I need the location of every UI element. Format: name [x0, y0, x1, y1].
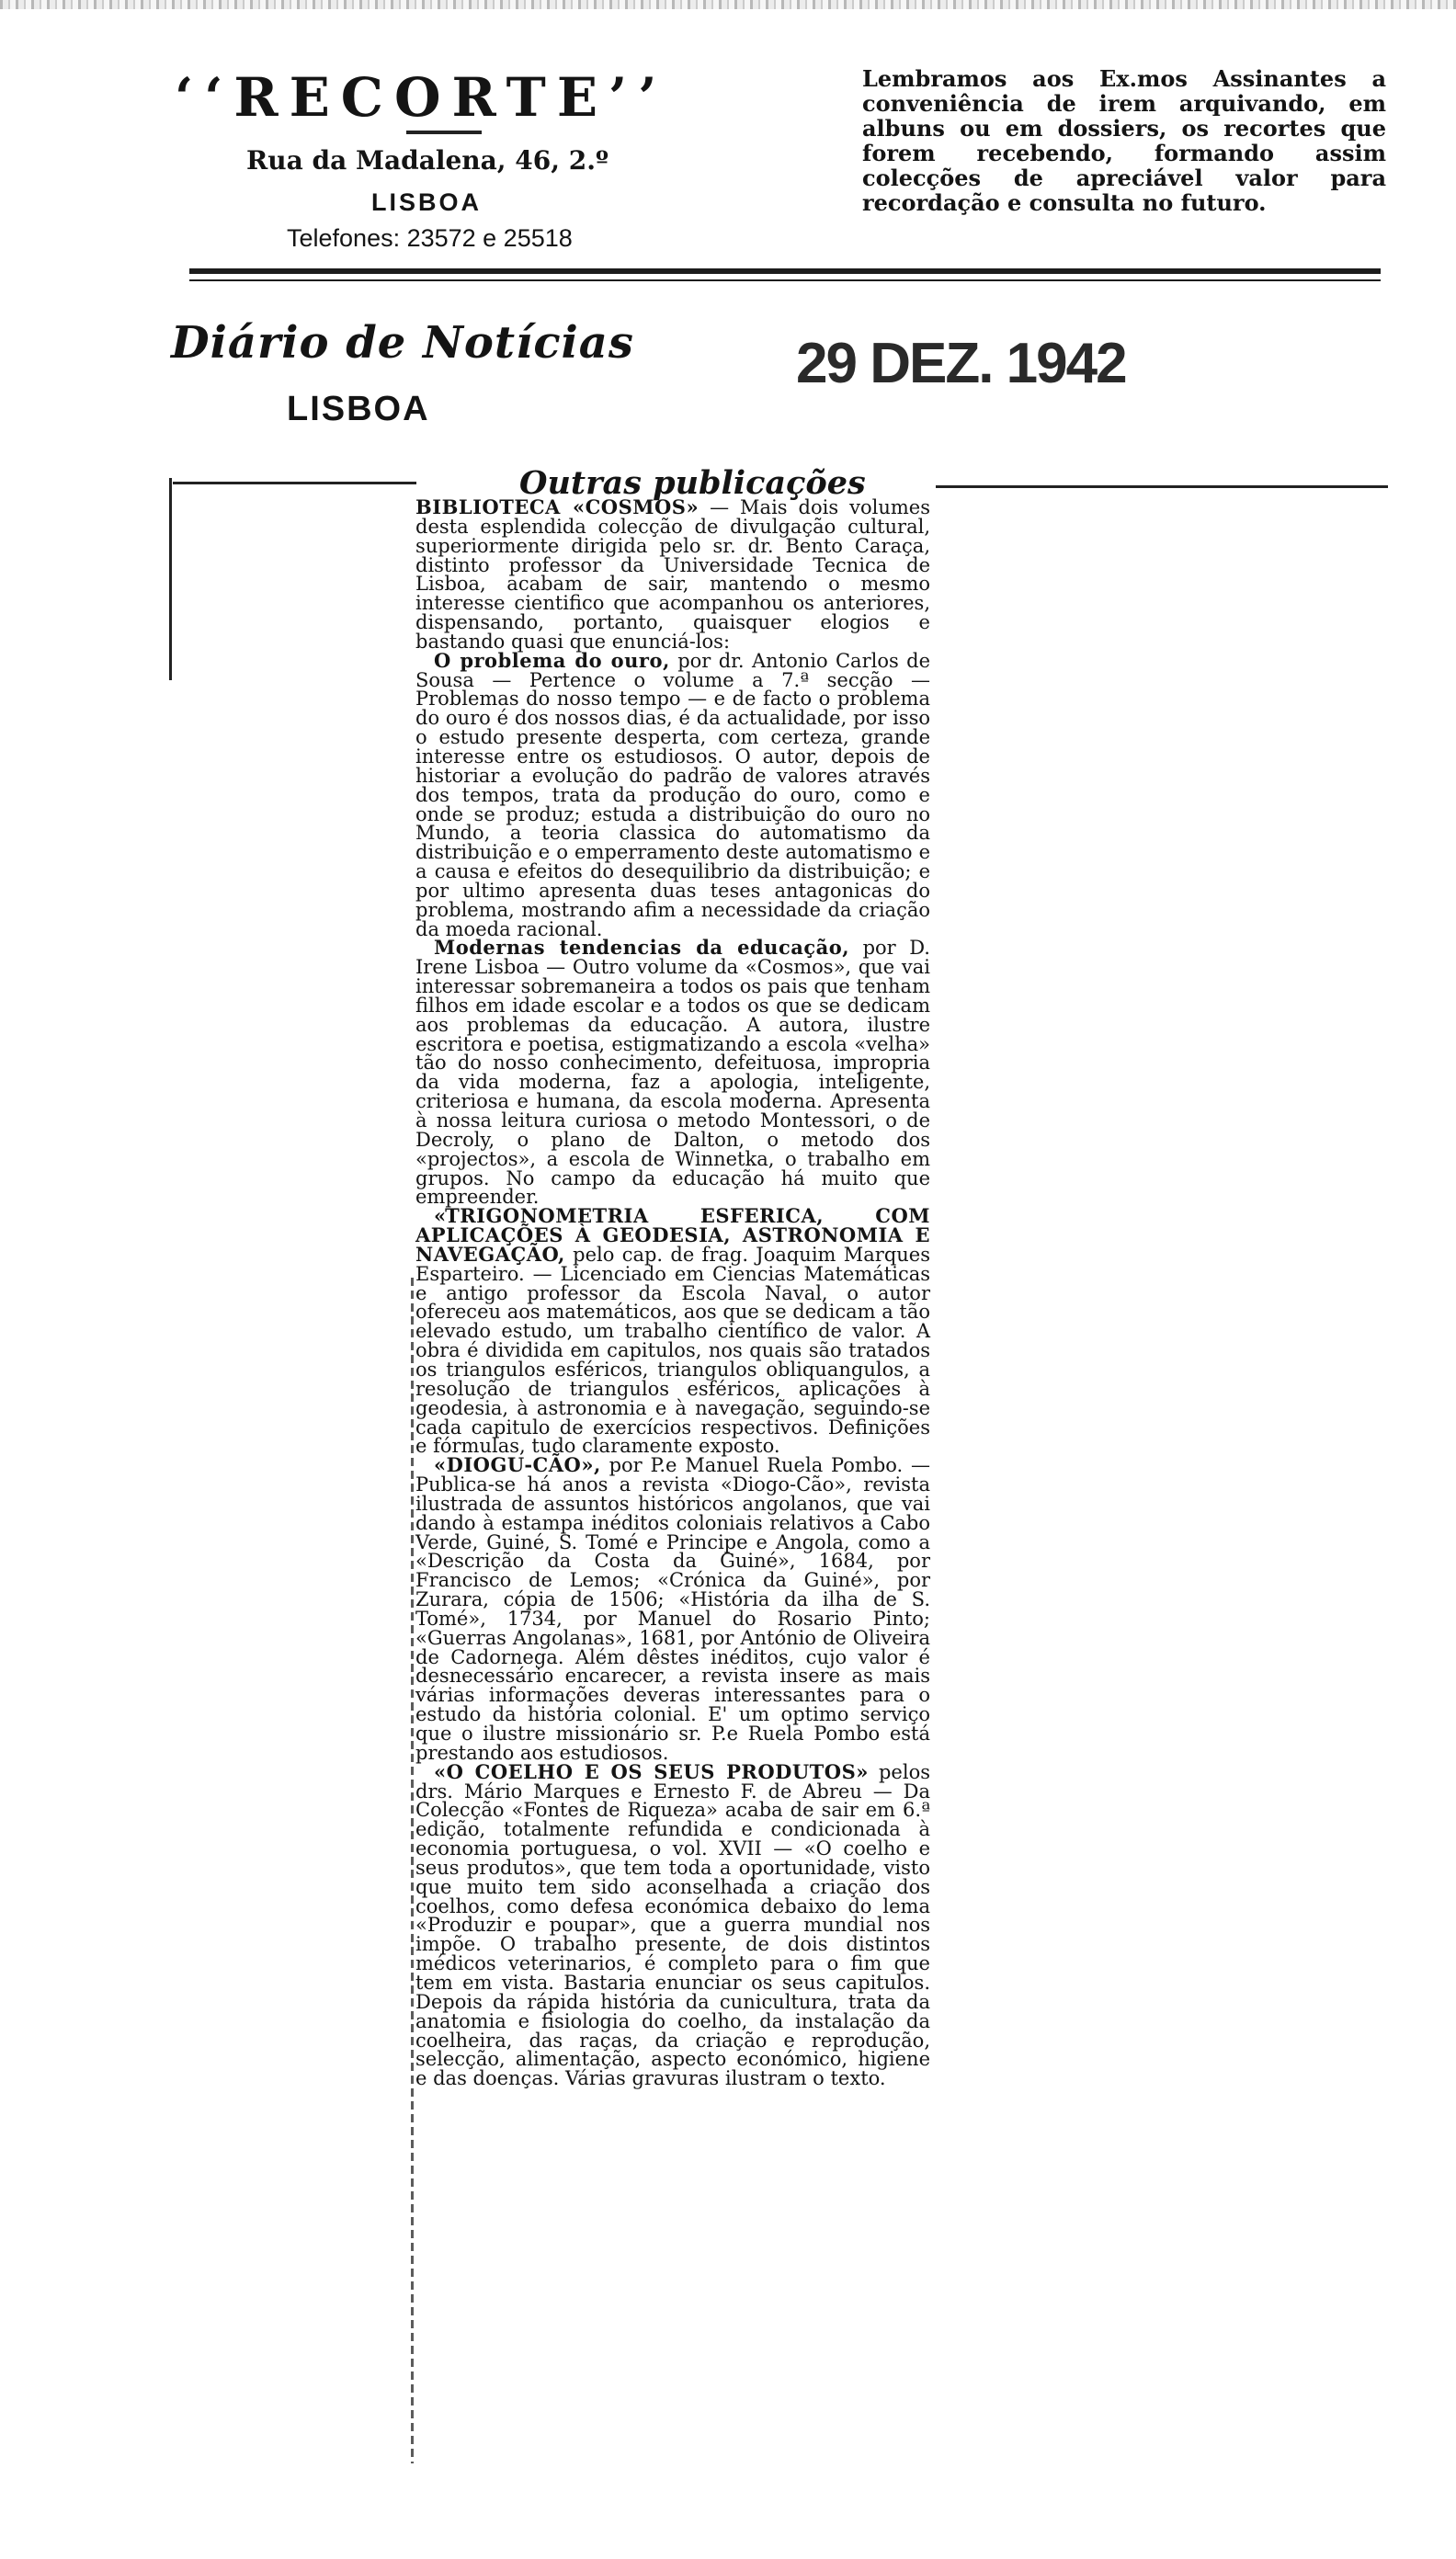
paragraph-body: — Mais dois volumes desta esplendida colecção de divulgação cultural, superiormente dirigida pelo sr. dr. Bento Caraça, distinto professor da Universidade Tecnica de Lisboa, acabam de sair, mantendo o mesmo interesse cientifico que acompanhou os anteriores, dispensando, portanto, quaisquer elogios e bastando quasi que enunciá-los:	[415, 496, 930, 653]
paragraph-lead: BIBLIOTECA «COSMOS»	[415, 495, 700, 518]
paragraph-lead: «O COELHO E OS SEUS PRODUTOS»	[434, 1759, 869, 1783]
scan-edge-noise	[0, 0, 1456, 9]
section-title: Outras publicações	[519, 464, 866, 502]
paragraph-body: por D. Irene Lisboa — Outro volume da «Cosmos», que vai interessar sobremaneira a todos os pais que tenham filhos em idade escolar e a todos os que se dedicam aos problemas da educação. A autora, ilustre escritora e poetisa, estigmatizando a escola «velha» tão do nosso conhecimento, defeituosa, impropria da vida moderna, faz a apologia, inteligente, criteriosa e humana, da escola moderna. Apresenta à nossa leitura curiosa o metodo Montessori, o de Decroly, o plano de Dalton, o metodo dos «projectos», a escola de Winnetka, o trabalho em grupos. No campo da educação há muito que empreender.	[415, 937, 930, 1209]
paragraph-body: por P.e Manuel Ruela Pombo. — Publica-se há anos a revista «Diogo-Cão», revista ilustrada de assuntos históricos angolanos, que vai dando à estampa inéditos coloniais relativos a Cabo Verde, Guiné, S. Tomé e Principe e Angola, como a «Descrição da Costa da Guiné», 1684, por Francisco de Lemos; «Crónica da Guiné», por Zurara, cópia de 1506; «História da ilha de S. Tomé», 1734, por Manuel do Rosario Pinto; «Guerras Angolanas», 1681, por António de Oliveira de Cadornega. Além dêstes inéditos, cujo valor é desnecessário encarecer, a revista insere as mais várias informações deveras interessantes para o estudo da história colonial. E' um optimo serviço que o ilustre missionário sr. P.e Ruela Pombo está prestando aos estudiosos.	[415, 1454, 930, 1764]
agency-address: Rua da Madalena, 46, 2.º	[246, 145, 609, 176]
agency-city: LISBOA	[371, 188, 483, 216]
newspaper-city: LISBOA	[287, 390, 430, 428]
clipping-top-border-left	[173, 482, 416, 484]
paragraph-lead: «TRIGONOMETRIA ESFERICA, COM APLICAÇÕES À GEODESIA, ASTRONOMIA E NAVEGAÇÃO,	[415, 1204, 930, 1266]
paragraph-body: pelo cap. de frag. Joaquim Marques Esparteiro. — Licenciado em Ciencias Matemáticas e antigo professor da Escola Naval, o autor ofereceu aos matemáticos, aos que se dedicam a tão elevado estudo, um trabalho científico de valor. A obra é dividida em capitulos, nos quais são tratados os triangulos esféricos, triangulos obliquangulos, a resolução de triangulos esféricos, aplicações à geodesia, à astronomia e à navegação, seguindo-se cada capitulo de exercícios respectivos. Definições e fórmulas, tudo claramente exposto.	[415, 1243, 930, 1458]
newspaper-masthead: Diário de Notícias	[171, 317, 634, 369]
paragraph-body: pelos drs. Mário Marques e Ernesto F. de Abreu — Da Colecção «Fontes de Riqueza» acaba de sair em 6.ª edição, totalmente refundida e condicionada à economia portuguesa, o vol. XVII — «O coelho e seus produtos», que tem toda a oportunidade, visto que muito tem sido aconselhada a criação dos coelhos, como defesa económica debaixo do lema «Produzir e poupar», que a guerra mundial nos impõe. O trabalho presente, de dois distintos médicos veterinarios, é completo para o fim que tem em vista. Bastaria enunciar os seus capitulos. Depois da rápida história da cunicultura, trata da anatomia e fisiologia do coelho, da instalação da coelheira, das raças, da criação e reprodução, selecção, alimentação, aspecto económico, higiene e das doenças. Várias gravuras ilustram o texto.	[415, 1760, 930, 2090]
paragraph-coelho	[415, 1759, 930, 2090]
paragraph-diogo-cao	[415, 1453, 930, 1764]
clipping-left-border	[169, 478, 172, 680]
paragraph-educacao	[415, 938, 930, 1207]
paragraph-trigonometria	[415, 1204, 930, 1458]
paragraph-lead: «DIOGU-CÃO»,	[434, 1453, 601, 1477]
paragraph-biblioteca	[415, 495, 930, 653]
date-stamp: 29 DEZ. 1942	[796, 332, 1126, 395]
agency-name: ‘‘RECORTE’’	[175, 66, 668, 129]
article-column	[415, 495, 930, 2090]
paragraph-body: por dr. Antonio Carlos de Sousa — Pertence o volume a 7.ª secção — Problemas do nosso tempo — e de facto o problema do ouro é dos nossos dias, é da actualidade, por isso o estudo presente desperta, com certeza, grande interesse entre os estudiosos. O autor, depois de historiar a evolução do padrão de valores através dos tempos, trata da produção do ouro, como e onde se produz; estuda a distribuição do ouro no Mundo, a teoria classica do automatismo da distribuição e o emperramento deste automatismo e a causa e efeitos do desequilibrio da distribuição; e por ultimo apresenta duas teses antagonicas do problema, mostrando afim a necessidade da criação da moeda racional.	[415, 649, 930, 940]
clipping-top-border-right	[936, 485, 1388, 488]
title-underline	[406, 131, 482, 134]
paragraph-lead: Modernas tendencias da educação,	[434, 936, 850, 960]
paragraph-problema-ouro	[415, 648, 930, 940]
column-cut-edge	[411, 1278, 414, 2463]
paragraph-lead: O problema do ouro,	[434, 648, 670, 672]
header-rule-thick	[189, 268, 1381, 274]
subscriber-notice: Lembramos aos Ex.mos Assinantes a conveniência de irem arquivando, em albuns ou em dossiers, os recortes que forem recebendo, formando assim colecções de apreciável valor para recordação e consulta no futuro.	[862, 65, 1386, 216]
header-rule-thin	[189, 279, 1381, 281]
agency-phones: Telefones: 23572 e 25518	[287, 224, 573, 252]
